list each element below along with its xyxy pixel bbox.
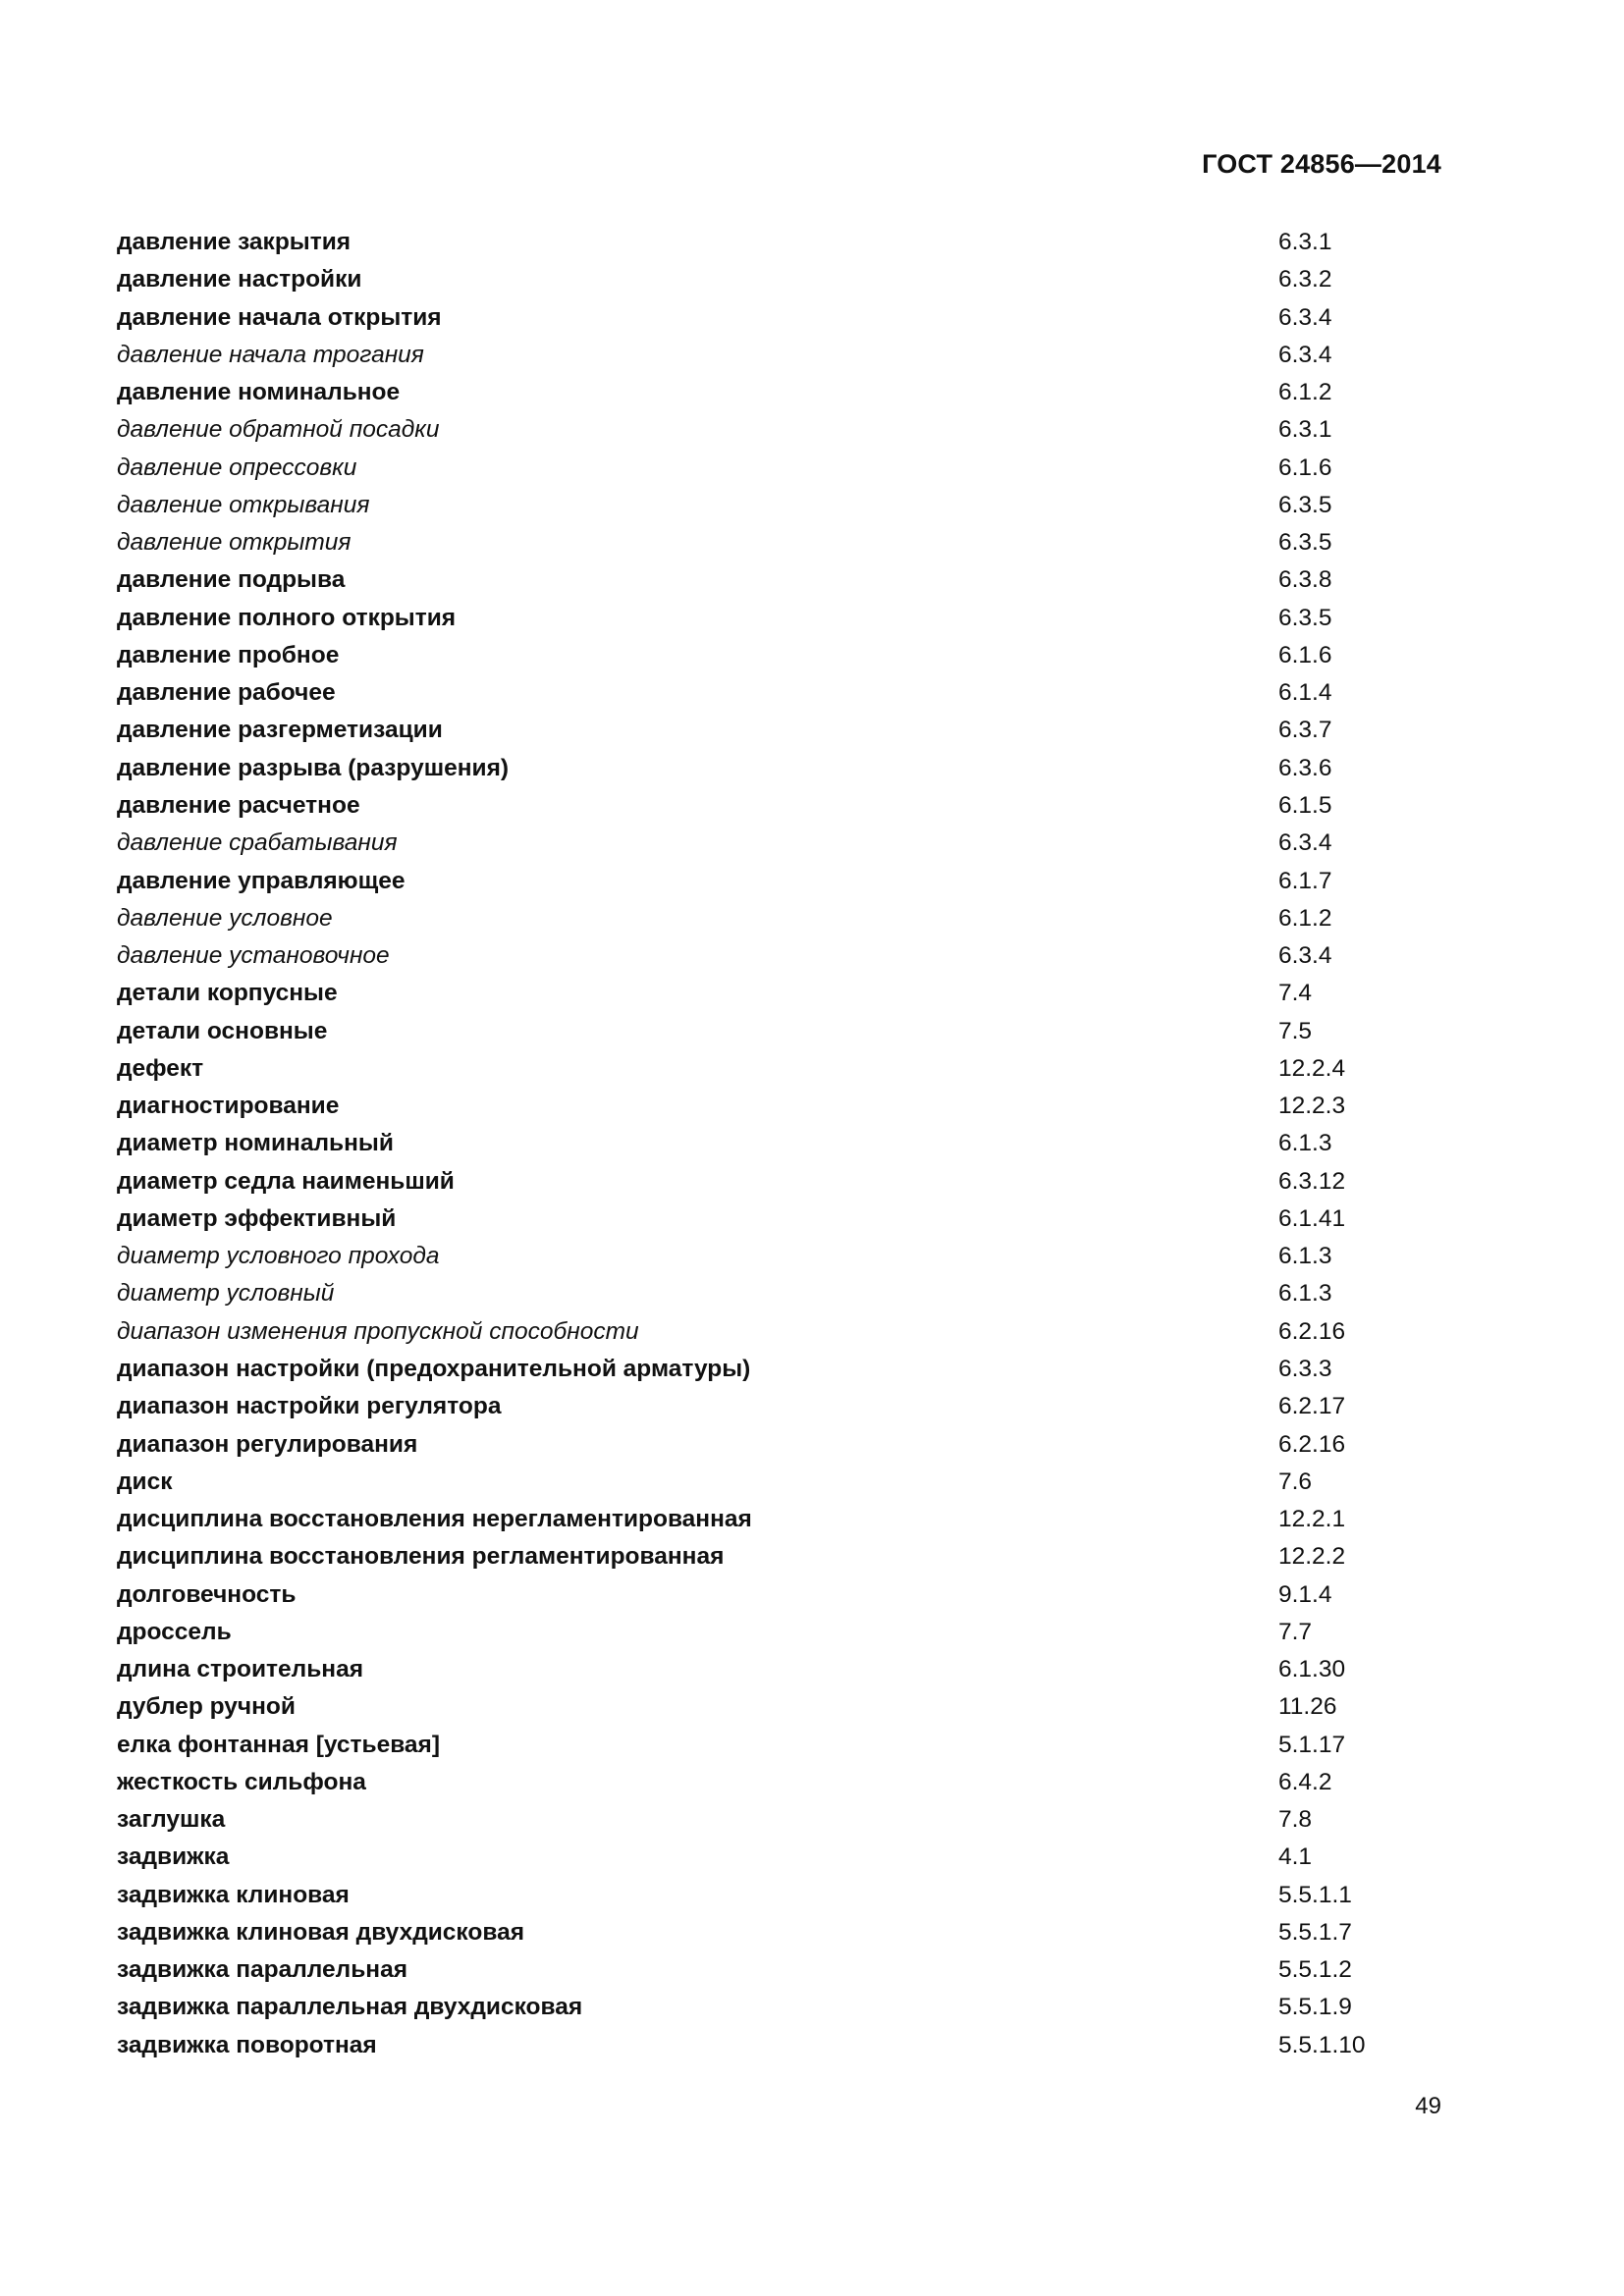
index-reference: 6.3.7 <box>1278 717 1332 744</box>
index-reference: 7.7 <box>1278 1618 1313 1645</box>
index-reference: 6.3.5 <box>1278 491 1332 518</box>
index-reference: 6.3.4 <box>1278 303 1332 331</box>
index-term: давление управляющее <box>117 867 406 894</box>
index-term: давление пробное <box>117 641 340 668</box>
index-reference: 6.3.12 <box>1278 1167 1346 1195</box>
index-entry <box>117 750 1383 787</box>
index-entry <box>117 787 1383 825</box>
index-term: давление установочное <box>117 942 390 970</box>
index-reference: 11.26 <box>1278 1693 1337 1721</box>
index-entry <box>117 1388 1383 1425</box>
page-number: 49 <box>1415 2093 1441 2119</box>
index-term: давление рабочее <box>117 679 336 707</box>
index-reference: 12.2.4 <box>1278 1054 1346 1082</box>
index-reference: 6.1.2 <box>1278 904 1332 932</box>
index-term: заглушка <box>117 1806 226 1834</box>
index-entry <box>117 1688 1383 1726</box>
index-term: диаметр эффективный <box>117 1204 397 1232</box>
index-term: задвижка клиновая двухдисковая <box>117 1918 524 1946</box>
index-term: задвижка клиновая <box>117 1881 350 1908</box>
index-term: давление срабатывания <box>117 829 398 857</box>
index-entry <box>117 1914 1383 1951</box>
index-entry <box>117 450 1383 487</box>
index-entry <box>117 825 1383 862</box>
index-reference: 6.2.17 <box>1278 1393 1346 1420</box>
index-reference: 6.3.1 <box>1278 416 1332 444</box>
index-reference: 7.4 <box>1278 980 1313 1007</box>
index-term: задвижка параллельная <box>117 1956 408 1984</box>
index-reference: 6.1.2 <box>1278 379 1332 406</box>
index-reference: 5.5.1.1 <box>1278 1881 1352 1908</box>
index-entry <box>117 1877 1383 1914</box>
index-entry <box>117 1013 1383 1050</box>
index-term: дефект <box>117 1054 204 1082</box>
index-reference: 6.2.16 <box>1278 1430 1346 1458</box>
index-reference: 6.3.6 <box>1278 754 1332 781</box>
index-entry <box>117 637 1383 674</box>
index-reference: 6.3.3 <box>1278 1355 1332 1382</box>
index-entry <box>117 299 1383 337</box>
index-reference: 5.5.1.7 <box>1278 1918 1352 1946</box>
index-term: диагностирование <box>117 1093 340 1120</box>
index-reference: 12.2.2 <box>1278 1543 1346 1571</box>
index-entry <box>117 1050 1383 1088</box>
index-term: давление начала открытия <box>117 303 442 331</box>
index-reference: 7.6 <box>1278 1468 1313 1495</box>
index-reference: 5.5.1.2 <box>1278 1956 1352 1984</box>
index-reference: 6.3.1 <box>1278 229 1332 255</box>
index-term: давление закрытия <box>117 229 352 255</box>
index-term: задвижка параллельная двухдисковая <box>117 1994 583 2021</box>
index-entry <box>117 1951 1383 1989</box>
index-term: давление открытия <box>117 529 352 557</box>
index-entry <box>117 1614 1383 1651</box>
index-term: диапазон настройки регулятора <box>117 1393 502 1420</box>
index-entry <box>117 1576 1383 1614</box>
index-term: диапазон изменения пропускной способности <box>117 1317 639 1345</box>
index-entry <box>117 900 1383 937</box>
index-reference: 5.5.1.9 <box>1278 1994 1352 2021</box>
index-reference: 5.1.17 <box>1278 1731 1346 1758</box>
index-term: диск <box>117 1468 173 1495</box>
index-term: давление настройки <box>117 266 362 294</box>
index-entry <box>117 1426 1383 1464</box>
index-reference: 12.2.3 <box>1278 1093 1346 1120</box>
index-term: давление открывания <box>117 491 370 518</box>
index-entry <box>117 374 1383 411</box>
index-entry <box>117 1464 1383 1501</box>
index-term: долговечность <box>117 1580 297 1608</box>
index-term: диаметр условного прохода <box>117 1243 440 1270</box>
index-reference: 6.1.5 <box>1278 791 1332 819</box>
index-entry <box>117 1989 1383 2026</box>
index-term: давление номинальное <box>117 379 401 406</box>
index-entry <box>117 600 1383 637</box>
index-entry <box>117 1801 1383 1839</box>
index-reference: 6.1.7 <box>1278 867 1332 894</box>
index-term: давление опрессовки <box>117 454 357 481</box>
index-term: дисциплина восстановления регламентированная <box>117 1543 725 1571</box>
index-reference: 4.1 <box>1278 1843 1313 1871</box>
index-reference: 6.1.3 <box>1278 1243 1332 1270</box>
index-term: давление расчетное <box>117 791 360 819</box>
index-term: давление обратной посадки <box>117 416 440 444</box>
index-reference: 6.3.8 <box>1278 566 1332 594</box>
index-reference: 7.8 <box>1278 1806 1313 1834</box>
index-term: давление полного открытия <box>117 604 457 631</box>
index-reference: 6.1.3 <box>1278 1130 1332 1157</box>
index-term: давление подрыва <box>117 566 346 594</box>
index-entry <box>117 1201 1383 1238</box>
index-reference: 6.3.5 <box>1278 604 1332 631</box>
index-reference: 6.4.2 <box>1278 1768 1332 1795</box>
index-term: детали корпусные <box>117 980 338 1007</box>
index-reference: 6.1.30 <box>1278 1656 1346 1683</box>
index-entry <box>117 1125 1383 1162</box>
index-term: детали основные <box>117 1017 328 1044</box>
index-term: давление разрыва (разрушения) <box>117 754 510 781</box>
index-entry <box>117 1313 1383 1351</box>
index-entry <box>117 863 1383 900</box>
index-reference: 5.5.1.10 <box>1278 2031 1366 2058</box>
index-reference: 7.5 <box>1278 1017 1313 1044</box>
index-term: задвижка <box>117 1843 230 1871</box>
index-entry <box>117 1839 1383 1876</box>
index-entry <box>117 1088 1383 1125</box>
index-entry <box>117 1501 1383 1538</box>
index-reference: 6.1.41 <box>1278 1204 1346 1232</box>
index-term: длина строительная <box>117 1656 363 1683</box>
index-term: дисциплина восстановления нерегламентированная <box>117 1506 752 1533</box>
index-entry <box>117 561 1383 599</box>
alphabetical-term-index <box>117 224 1383 2064</box>
index-reference: 6.3.4 <box>1278 942 1332 970</box>
index-reference: 6.3.4 <box>1278 829 1332 857</box>
index-term: давление условное <box>117 904 333 932</box>
index-entry <box>117 224 1383 261</box>
page-header-standard-id: ГОСТ 24856—2014 <box>1202 149 1441 179</box>
index-reference: 6.1.4 <box>1278 679 1332 707</box>
index-entry <box>117 1764 1383 1801</box>
index-term: диаметр номинальный <box>117 1130 394 1157</box>
index-term: елка фонтанная [устьевая] <box>117 1731 441 1758</box>
index-reference: 9.1.4 <box>1278 1580 1332 1608</box>
index-entry <box>117 1351 1383 1388</box>
index-entry <box>117 524 1383 561</box>
index-term: диаметр седла наименьший <box>117 1167 455 1195</box>
index-reference: 6.1.6 <box>1278 454 1332 481</box>
index-term: давление начала трогания <box>117 341 424 368</box>
index-reference: 6.3.4 <box>1278 341 1332 368</box>
index-term: давление разгерметизации <box>117 717 443 744</box>
index-term: жесткость сильфона <box>117 1768 366 1795</box>
index-entry <box>117 1275 1383 1312</box>
index-entry <box>117 487 1383 524</box>
index-entry <box>117 937 1383 975</box>
index-entry <box>117 674 1383 712</box>
index-entry <box>117 337 1383 374</box>
index-entry <box>117 1163 1383 1201</box>
index-entry <box>117 2027 1383 2064</box>
index-entry <box>117 1238 1383 1275</box>
index-entry <box>117 712 1383 749</box>
index-entry <box>117 411 1383 449</box>
index-term: задвижка поворотная <box>117 2031 377 2058</box>
index-reference: 6.1.3 <box>1278 1280 1332 1308</box>
index-entry <box>117 261 1383 298</box>
index-term: дроссель <box>117 1618 232 1645</box>
index-term: диапазон регулирования <box>117 1430 418 1458</box>
index-term: диаметр условный <box>117 1280 335 1308</box>
index-entry <box>117 1651 1383 1688</box>
index-reference: 6.2.16 <box>1278 1317 1346 1345</box>
index-reference: 6.1.6 <box>1278 641 1332 668</box>
index-reference: 6.3.2 <box>1278 266 1332 294</box>
index-reference: 12.2.1 <box>1278 1506 1346 1533</box>
index-reference: 6.3.5 <box>1278 529 1332 557</box>
index-entry <box>117 1538 1383 1575</box>
index-entry <box>117 975 1383 1012</box>
index-term: диапазон настройки (предохранительной арматуры) <box>117 1355 751 1382</box>
index-entry <box>117 1727 1383 1764</box>
index-term: дублер ручной <box>117 1693 296 1721</box>
